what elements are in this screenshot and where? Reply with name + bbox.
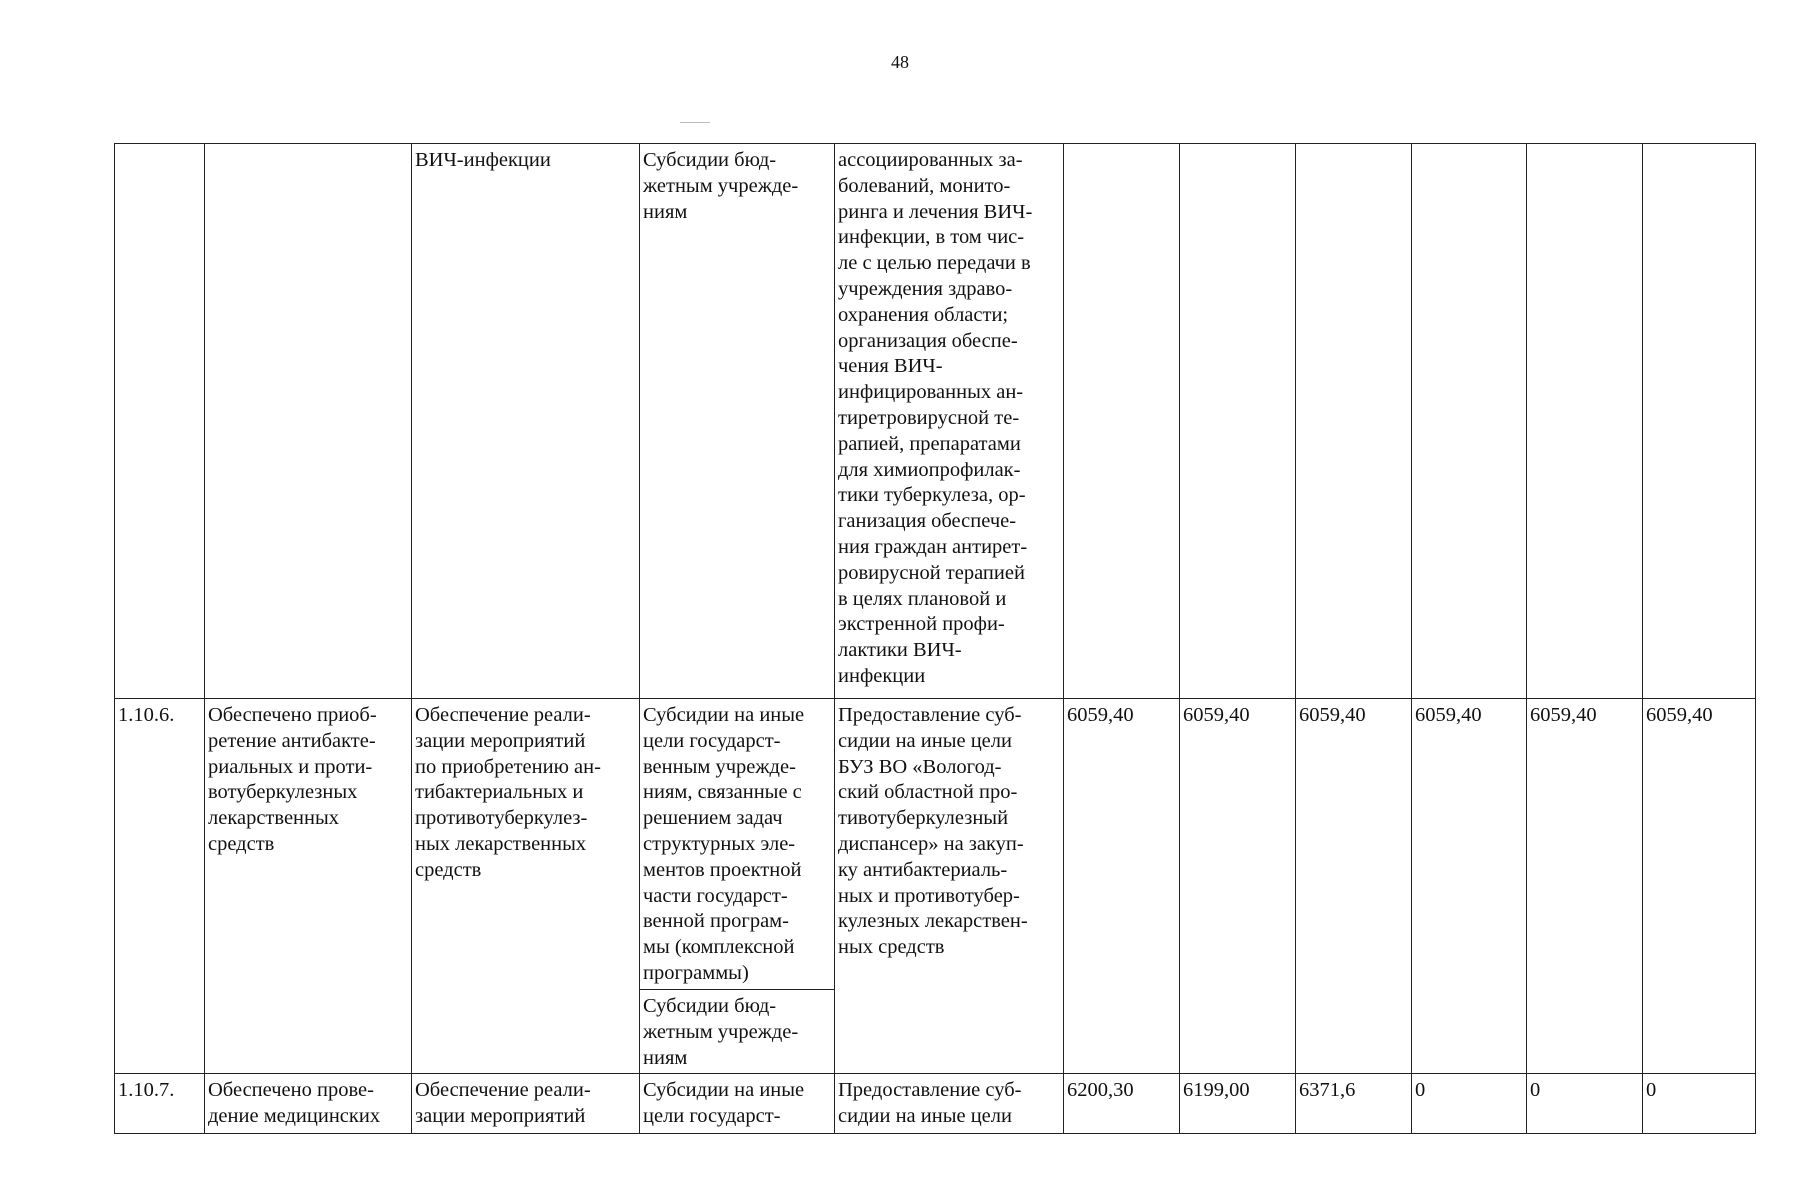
description-cell: ассоциированных за- болеваний, монито- ринга и лечения ВИЧ- инфекции, в том чис- ле с целью передачи в учреждения здраво- охранения области; организация обеспе- чения ВИЧ- инфицированных ан- тиретровирусной те- рапией, препаратами для химиопрофилак- тики туберкулеза, ор- ганизация обеспече- ния граждан антирет- ровирусной терапией в целях плановой и экстренной профи- лактики ВИЧ- инфекции — [835, 144, 1064, 699]
value-cell: 0 — [1643, 1074, 1756, 1134]
value-cell: 6059,40 — [1180, 699, 1296, 1074]
value-cell — [1527, 144, 1643, 699]
description-cell: Предоставление суб- сидии на иные цели БУЗ ВО «Вологод- ский областной про- тивотуберкулезный диспансер» на закуп- ку антибактериаль- ных и противотубер- кулезных лекарствен- ных средств — [835, 699, 1064, 1074]
funding-cell: Субсидии на иные цели государст- венным учрежде- ниям, связанные с решением задач структурных эле- ментов проектной части государст- венной програм- мы (комплексной программы) — [640, 699, 835, 990]
value-cell — [1643, 144, 1756, 699]
value-cell: 6059,40 — [1643, 699, 1756, 1074]
funding-cell: Субсидии бюд- жетным учрежде- ниям — [640, 990, 835, 1074]
result-cell: Обеспечено прове- дение медицинских — [205, 1074, 412, 1134]
funding-cell: Субсидии бюд- жетным учрежде- ниям — [640, 144, 835, 699]
funding-cell: Субсидии на иные цели государст- — [640, 1074, 835, 1134]
value-cell: 6371,6 — [1296, 1074, 1412, 1134]
value-cell: 0 — [1412, 1074, 1527, 1134]
measure-cell: Обеспечение реали- зации мероприятий по приобретению ан- тибактериальных и противотуберкулез- ных лекарственных средств — [412, 699, 640, 1074]
description-cell: Предоставление суб- сидии на иные цели — [835, 1074, 1064, 1134]
program-table — [114, 143, 1756, 1134]
value-cell — [1064, 144, 1180, 699]
value-cell: 6200,30 — [1064, 1074, 1180, 1134]
table-row — [115, 1074, 1756, 1134]
value-cell — [1296, 144, 1412, 699]
row-number: 1.10.6. — [115, 699, 205, 1074]
value-cell: 6059,40 — [1296, 699, 1412, 1074]
table-row — [115, 699, 1756, 990]
table-row — [115, 144, 1756, 699]
row-number — [115, 144, 205, 699]
value-cell — [1412, 144, 1527, 699]
row-number: 1.10.7. — [115, 1074, 205, 1134]
value-cell: 0 — [1527, 1074, 1643, 1134]
measure-cell: Обеспечение реали- зации мероприятий — [412, 1074, 640, 1134]
value-cell: 6059,40 — [1064, 699, 1180, 1074]
value-cell: 6199,00 — [1180, 1074, 1296, 1134]
result-cell — [205, 144, 412, 699]
scan-mark — [680, 122, 710, 123]
result-cell: Обеспечено приоб- ретение антибакте- риальных и проти- вотуберкулезных лекарственных средств — [205, 699, 412, 1074]
page-number: 48 — [891, 52, 909, 72]
measure-cell: ВИЧ-инфекции — [412, 144, 640, 699]
value-cell: 6059,40 — [1527, 699, 1643, 1074]
value-cell — [1180, 144, 1296, 699]
value-cell: 6059,40 — [1412, 699, 1527, 1074]
